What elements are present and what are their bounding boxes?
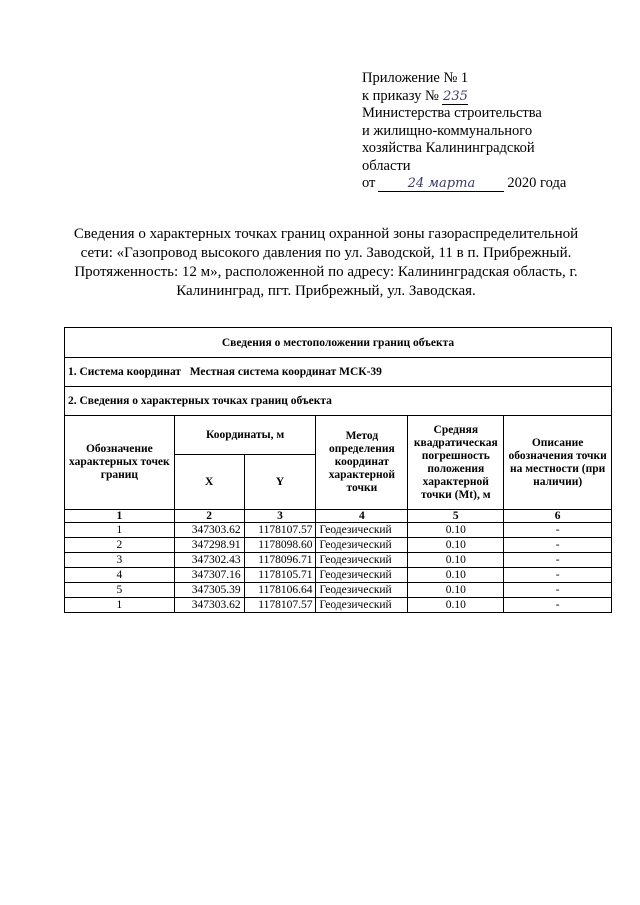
- point-id: 2: [65, 538, 175, 553]
- header-coordinates: Координаты, м: [174, 416, 316, 455]
- method: Геодезический: [316, 568, 408, 583]
- table-row: [65, 598, 612, 613]
- ministry-line-1: Министерства строительства: [362, 105, 542, 121]
- document-title: Сведения о характерных точках границ охранной зоны газораспределительной сети: «Газопровод высокого давления по ул. Заводской, 11 в п. Прибрежный. Протяженность: 12 м», расположенной по адресу: Калининградская область, г. Калининград, пгт. Прибрежный, ул. Заводская.: [73, 226, 579, 299]
- method: Геодезический: [316, 523, 408, 538]
- table-row: [65, 583, 612, 598]
- method: Геодезический: [316, 553, 408, 568]
- point-id: 4: [65, 568, 175, 583]
- coord-system-value: Местная система координат МСК-39: [189, 366, 382, 378]
- coord-y: 1178098.60: [244, 538, 316, 553]
- header-x: X: [174, 455, 244, 510]
- description: -: [504, 553, 612, 568]
- boundary-points-table: [64, 327, 612, 613]
- point-id: 1: [65, 598, 175, 613]
- order-prefix: к приказу №: [362, 87, 439, 104]
- point-id: 3: [65, 553, 175, 568]
- order-line: [362, 88, 602, 106]
- error: 0.10: [408, 553, 504, 568]
- coord-x: 347305.39: [174, 583, 244, 598]
- error: 0.10: [408, 598, 504, 613]
- coord-x: 347307.16: [174, 568, 244, 583]
- header-designation: Обозначение характерных точек границ: [65, 416, 175, 510]
- description: -: [504, 538, 612, 553]
- appendix-title: Приложение № 1: [362, 70, 469, 86]
- coord-x: 347298.91: [174, 538, 244, 553]
- column-number: 5: [408, 510, 504, 523]
- ministry-line-3: хозяйства Калининградской: [362, 140, 535, 156]
- ministry-line-4: области: [362, 157, 411, 174]
- points-section-title: 2. Сведения о характерных точках границ объекта: [65, 387, 612, 416]
- column-number: 6: [504, 510, 612, 523]
- date-line: [362, 175, 602, 193]
- coord-x: 347303.62: [174, 598, 244, 613]
- point-id: 1: [65, 523, 175, 538]
- date-prefix: от: [362, 175, 376, 191]
- error: 0.10: [408, 583, 504, 598]
- table-row: [65, 538, 612, 553]
- description: -: [504, 568, 612, 583]
- date-handwritten: 24 марта: [378, 177, 504, 192]
- coord-x: 347303.62: [174, 523, 244, 538]
- column-number: 2: [174, 510, 244, 523]
- error: 0.10: [408, 568, 504, 583]
- error: 0.10: [408, 523, 504, 538]
- section-title: Сведения о местоположении границ объекта: [65, 328, 612, 358]
- method: Геодезический: [316, 583, 408, 598]
- column-number: 3: [244, 510, 316, 523]
- coord-system-row: [65, 358, 612, 387]
- coord-y: 1178107.57: [244, 523, 316, 538]
- order-number: 235: [443, 88, 468, 104]
- coord-y: 1178106.64: [244, 583, 316, 598]
- column-number: 4: [316, 510, 408, 523]
- coord-y: 1178096.71: [244, 553, 316, 568]
- header-error: Средняя квадратическая погрешность положения характерной точки (Mt), м: [408, 416, 504, 510]
- table-row: [65, 553, 612, 568]
- column-numbers-row: [65, 510, 612, 523]
- table-row: [65, 568, 612, 583]
- table-row: [65, 523, 612, 538]
- appendix-block: [362, 70, 602, 193]
- point-id: 5: [65, 583, 175, 598]
- header-y: Y: [244, 455, 316, 510]
- description: -: [504, 598, 612, 613]
- error: 0.10: [408, 538, 504, 553]
- coord-y: 1178107.57: [244, 598, 316, 613]
- coord-y: 1178105.71: [244, 568, 316, 583]
- date-suffix: 2020 года: [507, 175, 567, 191]
- header-method: Метод определения координат характерной точки: [316, 416, 408, 510]
- header-description: Описание обозначения точки на местности (при наличии): [504, 416, 612, 510]
- description: -: [504, 583, 612, 598]
- coord-x: 347302.43: [174, 553, 244, 568]
- ministry-line-2: и жилищно-коммунального: [362, 122, 533, 139]
- column-number: 1: [65, 510, 175, 523]
- method: Геодезический: [316, 598, 408, 613]
- coord-system-label: 1. Система координат: [68, 366, 182, 378]
- method: Геодезический: [316, 538, 408, 553]
- description: -: [504, 523, 612, 538]
